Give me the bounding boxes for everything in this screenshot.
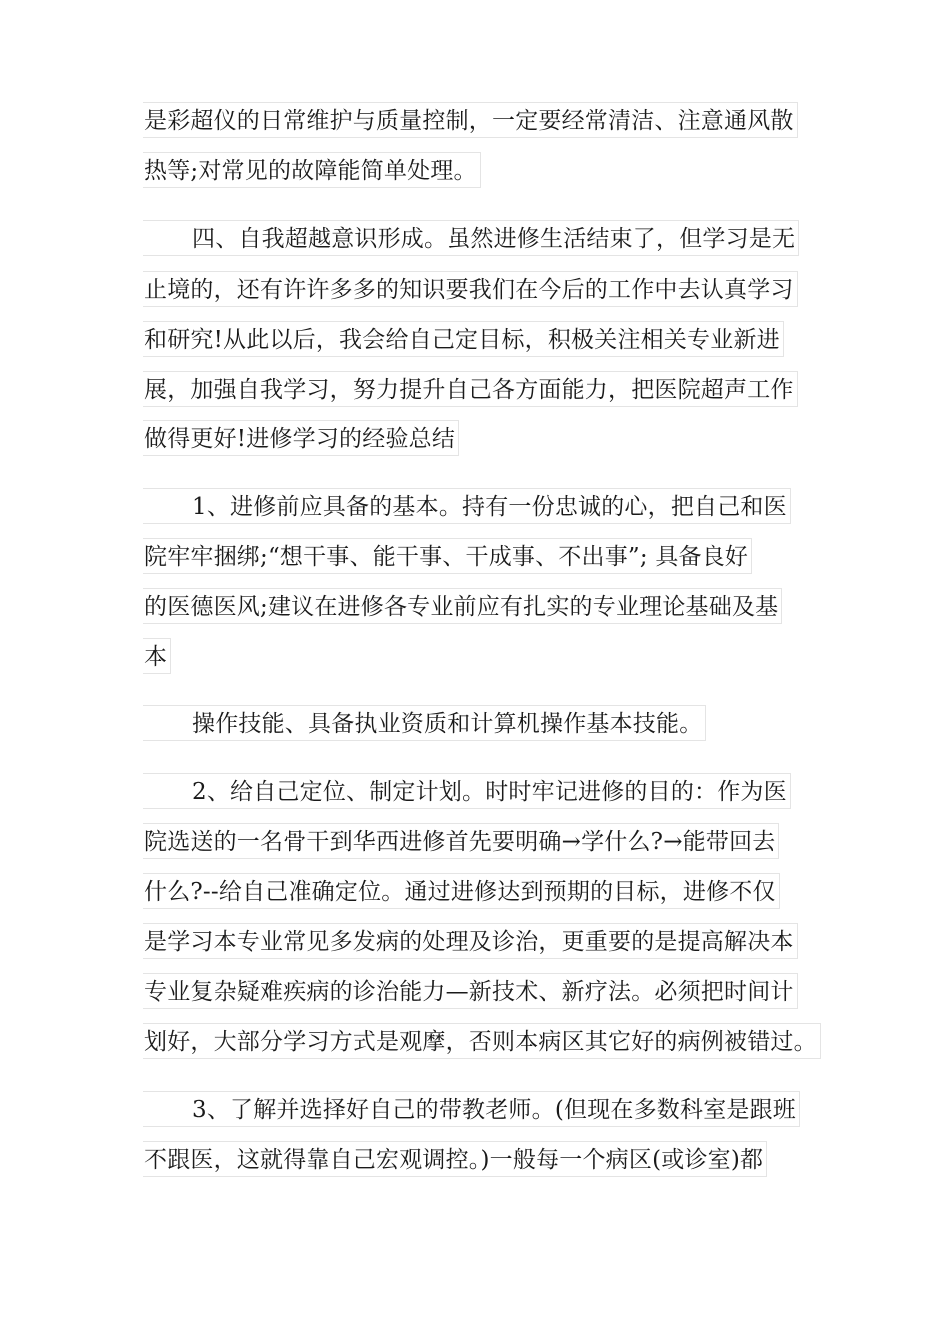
text-line: 不跟医，这就得靠自己宏观调控。)一般每一个病区(或诊室)都	[143, 1141, 767, 1177]
text-line: 是学习本专业常见多发病的处理及诊治，更重要的是提高解决本	[143, 923, 798, 959]
paragraph-first-line: 3、了解并选择好自己的带教老师。(但现在多数科室是跟班	[143, 1091, 800, 1127]
text-line: 本	[143, 638, 171, 674]
text-line: 的医德医风;建议在进修各专业前应有扎实的专业理论基础及基	[143, 588, 782, 624]
text-line: 做得更好!进修学习的经验总结	[143, 420, 459, 456]
text-line: 什么?--给自己准确定位。通过进修达到预期的目标，进修不仅	[143, 873, 780, 909]
paragraph-first-line: 1、进修前应具备的基本。持有一份忠诚的心，把自己和医	[143, 488, 791, 524]
paragraph-first-line: 操作技能、具备执业资质和计算机操作基本技能。	[143, 705, 706, 741]
text-line: 是彩超仪的日常维护与质量控制，一定要经常清洁、注意通风散	[143, 102, 798, 138]
text-line: 止境的，还有许许多多的知识要我们在今后的工作中去认真学习	[143, 271, 798, 307]
text-line: 院牢牢捆绑;“想干事、能干事、干成事、不出事”; 具备良好	[143, 538, 752, 574]
paragraph-first-line: 2、给自己定位、制定计划。时时牢记进修的目的：作为医	[143, 773, 791, 809]
paragraph-first-line: 四、自我超越意识形成。虽然进修生活结束了，但学习是无	[143, 220, 799, 256]
text-line: 热等;对常见的故障能简单处理。	[143, 152, 481, 188]
text-line: 和研究!从此以后，我会给自己定目标，积极关注相关专业新进	[143, 321, 784, 357]
text-line: 划好，大部分学习方式是观摩，否则本病区其它好的病例被错过。	[143, 1023, 821, 1059]
text-line: 院选送的一名骨干到华西进修首先要明确→学什么?→能带回去	[143, 823, 779, 859]
text-line: 展，加强自我学习，努力提升自己各方面能力，把医院超声工作	[143, 371, 798, 407]
text-line: 专业复杂疑难疾病的诊治能力—新技术、新疗法。必须把时间计	[143, 973, 798, 1009]
